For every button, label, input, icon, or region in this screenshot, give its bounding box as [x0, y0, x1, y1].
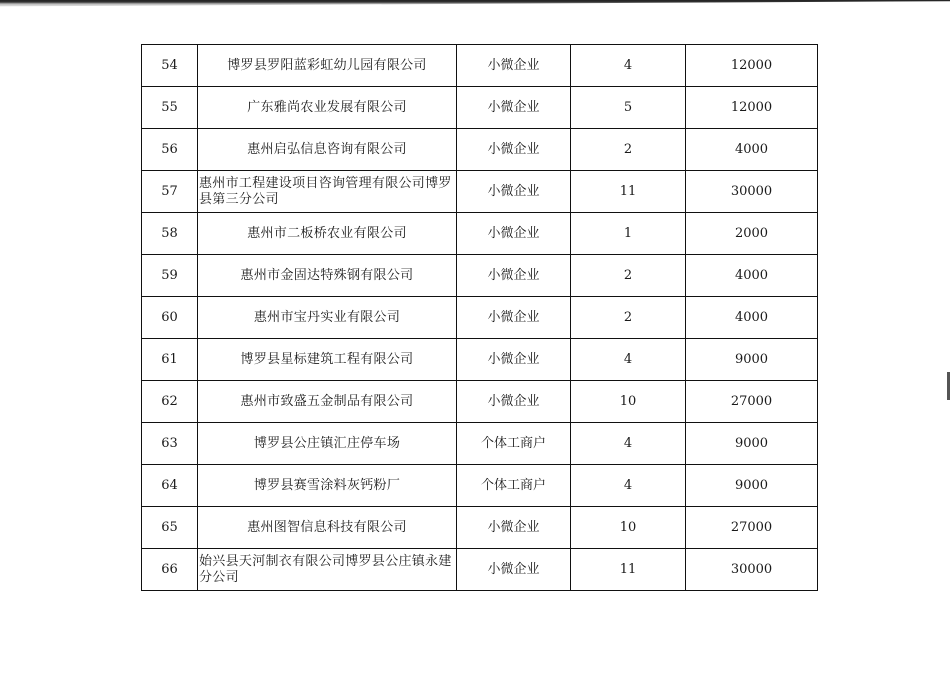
employee-count: 2 — [571, 297, 686, 339]
row-number: 60 — [142, 297, 198, 339]
row-number: 63 — [142, 423, 198, 465]
subsidy-amount: 4000 — [686, 255, 818, 297]
table-body — [142, 45, 818, 591]
table-row — [142, 45, 818, 87]
employee-count: 10 — [571, 507, 686, 549]
company-name: 博罗县星标建筑工程有限公司 — [198, 339, 457, 381]
subsidy-amount: 4000 — [686, 297, 818, 339]
business-type: 小微企业 — [457, 213, 571, 255]
subsidy-amount: 9000 — [686, 339, 818, 381]
employee-count: 11 — [571, 549, 686, 591]
row-number: 66 — [142, 549, 198, 591]
table-row — [142, 297, 818, 339]
employee-count: 4 — [571, 339, 686, 381]
company-name: 始兴县天河制衣有限公司博罗县公庄镇永建分公司 — [198, 549, 457, 591]
table-row — [142, 255, 818, 297]
company-list-table — [141, 44, 818, 591]
table-row — [142, 171, 818, 213]
company-name: 惠州启弘信息咨询有限公司 — [198, 129, 457, 171]
company-name: 惠州市金固达特殊钢有限公司 — [198, 255, 457, 297]
subsidy-amount: 2000 — [686, 213, 818, 255]
row-number: 55 — [142, 87, 198, 129]
employee-count: 5 — [571, 87, 686, 129]
table-row — [142, 381, 818, 423]
subsidy-amount: 30000 — [686, 171, 818, 213]
employee-count: 10 — [571, 381, 686, 423]
company-name: 博罗县公庄镇汇庄停车场 — [198, 423, 457, 465]
business-type: 小微企业 — [457, 255, 571, 297]
row-number: 57 — [142, 171, 198, 213]
table-row — [142, 87, 818, 129]
business-type: 小微企业 — [457, 87, 571, 129]
subsidy-amount: 30000 — [686, 549, 818, 591]
table-row — [142, 339, 818, 381]
business-type: 小微企业 — [457, 45, 571, 87]
subsidy-amount: 12000 — [686, 45, 818, 87]
business-type: 小微企业 — [457, 549, 571, 591]
employee-count: 2 — [571, 255, 686, 297]
company-name: 博罗县赛雪涂料灰钙粉厂 — [198, 465, 457, 507]
row-number: 65 — [142, 507, 198, 549]
company-name: 博罗县罗阳蓝彩虹幼儿园有限公司 — [198, 45, 457, 87]
business-type: 小微企业 — [457, 129, 571, 171]
business-type: 小微企业 — [457, 381, 571, 423]
business-type: 个体工商户 — [457, 423, 571, 465]
table-row — [142, 129, 818, 171]
business-type: 小微企业 — [457, 339, 571, 381]
row-number: 62 — [142, 381, 198, 423]
company-name: 惠州市致盛五金制品有限公司 — [198, 381, 457, 423]
row-number: 61 — [142, 339, 198, 381]
table-row — [142, 549, 818, 591]
subsidy-table — [141, 44, 817, 591]
subsidy-amount: 12000 — [686, 87, 818, 129]
company-name: 惠州图智信息科技有限公司 — [198, 507, 457, 549]
company-name: 惠州市工程建设项目咨询管理有限公司博罗县第三分公司 — [198, 171, 457, 213]
table-row — [142, 465, 818, 507]
company-name: 广东雅尚农业发展有限公司 — [198, 87, 457, 129]
company-name: 惠州市二板桥农业有限公司 — [198, 213, 457, 255]
business-type: 小微企业 — [457, 171, 571, 213]
subsidy-amount: 27000 — [686, 381, 818, 423]
subsidy-amount: 9000 — [686, 423, 818, 465]
row-number: 59 — [142, 255, 198, 297]
employee-count: 4 — [571, 465, 686, 507]
employee-count: 11 — [571, 171, 686, 213]
employee-count: 2 — [571, 129, 686, 171]
subsidy-amount: 4000 — [686, 129, 818, 171]
row-number: 58 — [142, 213, 198, 255]
table-row — [142, 507, 818, 549]
business-type: 个体工商户 — [457, 465, 571, 507]
subsidy-amount: 9000 — [686, 465, 818, 507]
business-type: 小微企业 — [457, 507, 571, 549]
table-row — [142, 213, 818, 255]
row-number: 56 — [142, 129, 198, 171]
row-number: 54 — [142, 45, 198, 87]
scan-edge-shadow — [0, 0, 950, 8]
employee-count: 4 — [571, 45, 686, 87]
business-type: 小微企业 — [457, 297, 571, 339]
employee-count: 4 — [571, 423, 686, 465]
subsidy-amount: 27000 — [686, 507, 818, 549]
employee-count: 1 — [571, 213, 686, 255]
company-name: 惠州市宝丹实业有限公司 — [198, 297, 457, 339]
row-number: 64 — [142, 465, 198, 507]
table-row — [142, 423, 818, 465]
